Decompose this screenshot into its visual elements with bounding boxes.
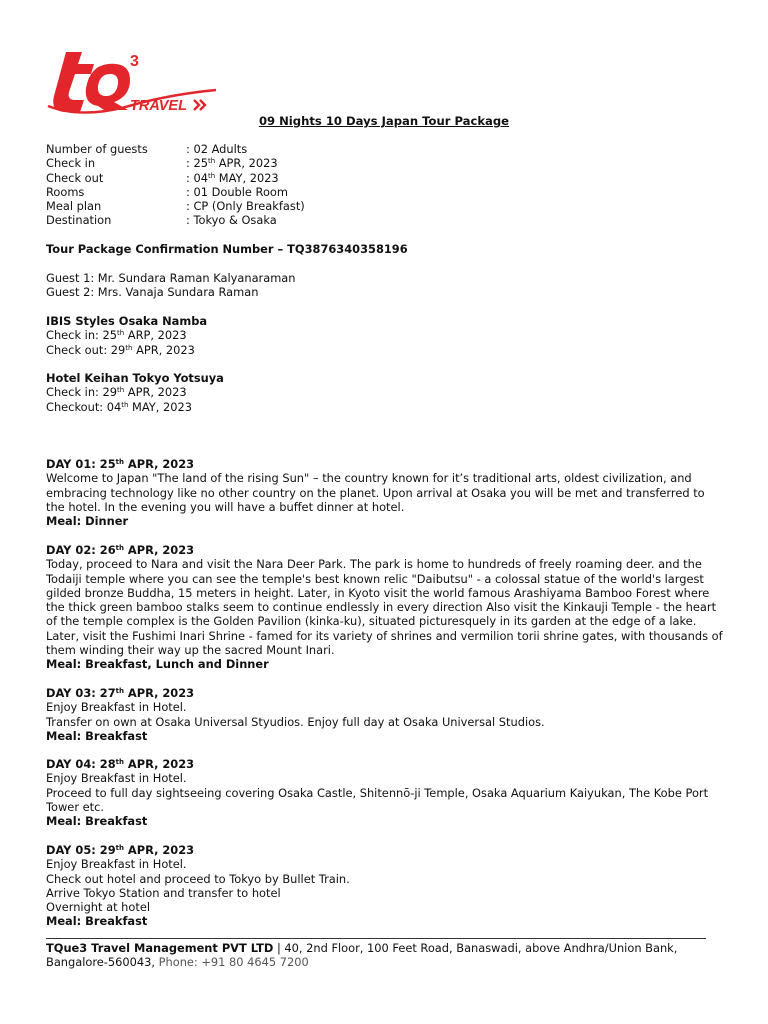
- day-description: Welcome to Japan "The land of the rising Sun" – the country known for it’s traditional arts, oldest civilization, and embracing technology like no other country on the planet. Upon arrival at Osaka you will be met and transferred to the hotel. In the evening you will have a buffet dinner at hotel.: [46, 471, 705, 514]
- page-title: 09 Nights 10 Days Japan Tour Package: [258, 114, 510, 128]
- hotel-checkout: Checkout: 04th MAY, 2023: [46, 399, 192, 414]
- footer-address: | 40, 2nd Floor, 100 Feet Road, Banaswadi, above Andhra/Union Bank, Bangalore-560043,: [46, 941, 678, 970]
- guest-2: Guest 2: Mrs. Vanaja Sundara Raman: [46, 285, 259, 300]
- day-meal: Meal: Breakfast: [46, 728, 148, 743]
- hotel-osaka: [46, 314, 207, 357]
- itinerary-day-3: [46, 686, 726, 743]
- itinerary-day-5: [46, 843, 726, 929]
- day-meal: Meal: Breakfast: [46, 914, 148, 929]
- footer-divider: [46, 938, 706, 939]
- summary-row-destination: [46, 213, 305, 227]
- summary-value: : CP (Only Breakfast): [186, 199, 305, 214]
- hotel-tokyo: [46, 371, 224, 414]
- tq3-travel-logo: [44, 35, 224, 120]
- day-meal: Meal: Breakfast: [46, 814, 148, 829]
- summary-label: Number of guests: [46, 142, 148, 156]
- guest-list: [46, 271, 296, 300]
- footer-company: TQue3 Travel Management PVT LTD: [46, 941, 274, 955]
- summary-value: : 04th MAY, 2023: [186, 170, 279, 185]
- day-heading: DAY 04: 28th APR, 2023: [46, 757, 195, 771]
- svg-text:tQ: tQ: [44, 35, 58, 49]
- itinerary-day-1: [46, 457, 726, 528]
- svg-text:TRAVEL: TRAVEL: [130, 98, 187, 114]
- summary-row-checkout: [46, 171, 305, 185]
- footer: [46, 941, 726, 970]
- itinerary-day-4: [46, 757, 726, 828]
- summary-label: Check out: [46, 170, 104, 185]
- summary-value: : 02 Adults: [186, 142, 248, 156]
- hotel-checkin: Check in: 25th ARP, 2023: [46, 328, 187, 343]
- day-line: Enjoy Breakfast in Hotel.: [46, 857, 187, 872]
- itinerary-day-2: [46, 543, 726, 672]
- guest-1: Guest 1: Mr. Sundara Raman Kalyanaraman: [46, 271, 296, 285]
- summary-value: : Tokyo & Osaka: [186, 213, 277, 228]
- summary-row-guests: [46, 142, 305, 156]
- day-description: Today, proceed to Nara and visit the Nara Deer Park. The park is home to hundreds of freely roaming deer. and the Todaiji temple where you can see the temple's best known relic "Daibutsu" - a colossal statue of the world's largest gilded bronze Buddha, 15 meters in height. Later, in Kyoto visit the world famous Arashiyama Bamboo Forest where the thick green bamboo stalks seem to continue endlessly in every direction Also visit the Kinkauji Temple - the heart of the temple complex is the Golden Pavilion (kinka-ku), situated picturesquely in its garden at the edge of a lake. Later, visit the Fushimi Inari Shrine - famed for its variety of shrines and vermilion torii shrine gates, with thousands of them winding their way up the sacred Mount Inari.: [46, 557, 723, 658]
- day-line: Overnight at hotel: [46, 900, 151, 915]
- summary-label: Destination: [46, 213, 112, 228]
- booking-summary: [46, 142, 305, 228]
- day-meal: Meal: Breakfast, Lunch and Dinner: [46, 657, 269, 672]
- hotel-name: IBIS Styles Osaka Namba: [46, 314, 208, 328]
- day-meal: Meal: Dinner: [46, 514, 129, 529]
- summary-row-rooms: [46, 185, 305, 199]
- summary-value: : 25th APR, 2023: [186, 156, 278, 171]
- day-line: Transfer on own at Osaka Universal Styudios. Enjoy full day at Osaka Universal Studios.: [46, 714, 545, 729]
- day-line: Arrive Tokyo Station and transfer to hotel: [46, 885, 281, 900]
- day-heading: DAY 01: 25th APR, 2023: [46, 457, 195, 471]
- summary-row-checkin: [46, 156, 305, 170]
- day-line: Enjoy Breakfast in Hotel.: [46, 771, 187, 786]
- summary-label: Rooms: [46, 184, 85, 199]
- hotel-checkin: Check in: 29th APR, 2023: [46, 385, 187, 400]
- svg-text:3: 3: [130, 53, 139, 70]
- day-heading: DAY 03: 27th APR, 2023: [46, 686, 195, 700]
- day-heading: DAY 02: 26th APR, 2023: [46, 543, 195, 557]
- hotel-checkout: Check out: 29th APR, 2023: [46, 342, 195, 357]
- day-line: Check out hotel and proceed to Tokyo by Bullet Train.: [46, 871, 350, 886]
- day-line: Enjoy Breakfast in Hotel.: [46, 700, 187, 715]
- day-heading: DAY 05: 29th APR, 2023: [46, 843, 195, 857]
- summary-label: Check in: [46, 156, 96, 171]
- day-line: Proceed to full day sightseeing covering Osaka Castle, Shitennō-ji Temple, Osaka Aquarium Kaiyukan, The Kobe Port Tower etc.: [46, 785, 709, 814]
- footer-phone: Phone: +91 80 4645 7200: [158, 955, 309, 970]
- hotel-name: Hotel Keihan Tokyo Yotsuya: [46, 371, 224, 385]
- summary-label: Meal plan: [46, 199, 102, 214]
- confirmation-number: Tour Package Confirmation Number – TQ3876340358196: [46, 242, 408, 256]
- summary-row-meal-plan: [46, 199, 305, 213]
- summary-value: : 01 Double Room: [186, 184, 288, 199]
